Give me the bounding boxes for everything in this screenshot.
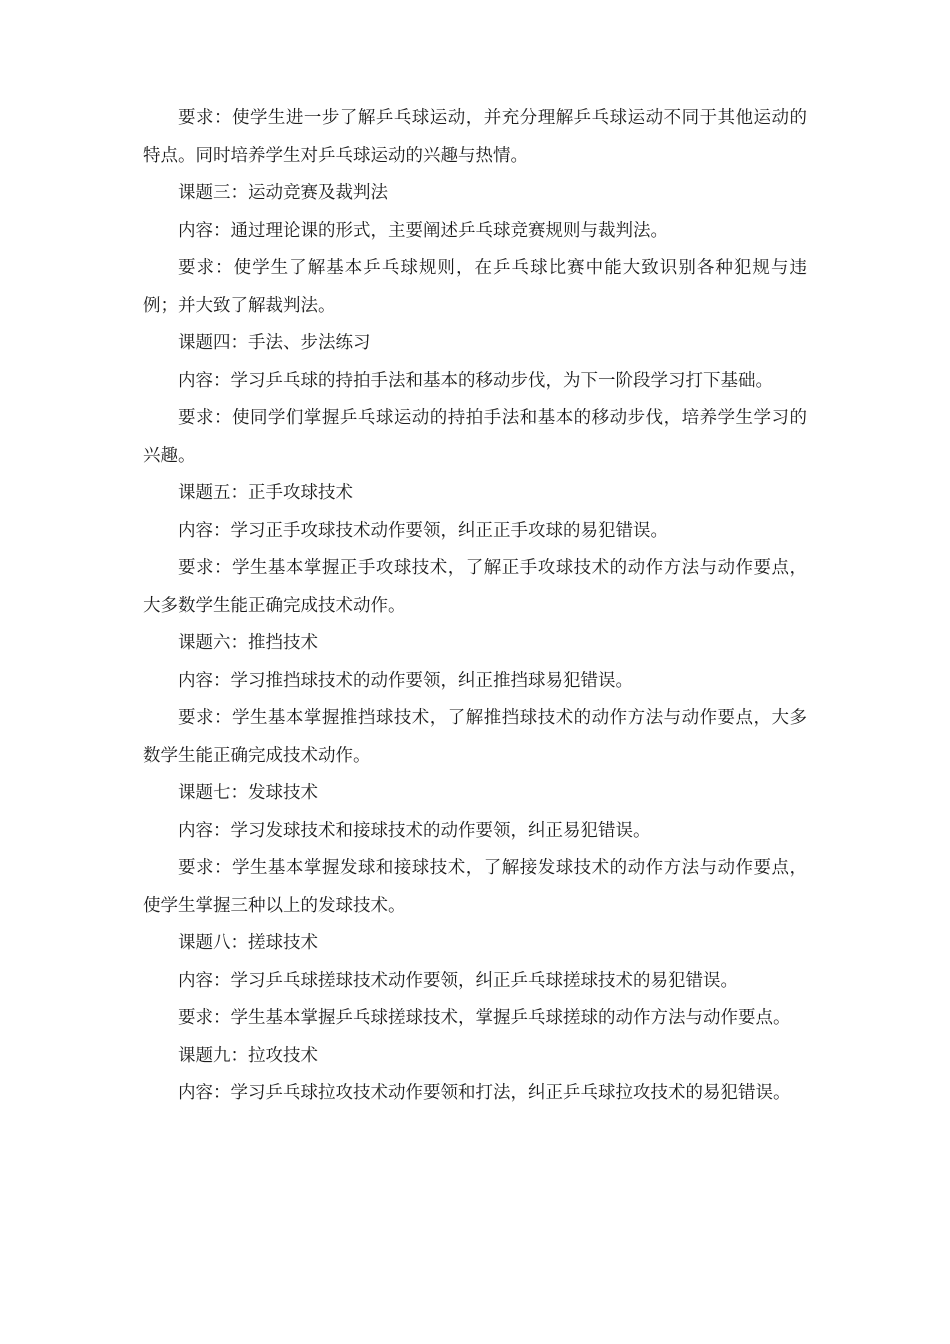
paragraph-content-3: 内容：通过理论课的形式，主要阐述乒乓球竞赛规则与裁判法。 (178, 220, 668, 241)
topic-heading-5: 课题五：正手攻球技术 (178, 483, 353, 503)
paragraph-requirement-4: 要求：使同学们掌握乒乓球运动的持拍手法和基本的移动步伐，培养学生学习的兴趣。 (143, 408, 807, 466)
topic-heading-8: 课题八：搓球技术 (178, 933, 318, 953)
paragraph-requirement-6: 要求：学生基本掌握推挡球技术，了解推挡球技术的动作方法与动作要点，大多数学生能正确完成技术动作。 (143, 708, 807, 766)
document-body (143, 100, 807, 1113)
paragraph-content-8: 内容：学习乒乓球搓球技术动作要领，纠正乒乓球搓球技术的易犯错误。 (178, 970, 738, 991)
paragraph-requirement-5: 要求：学生基本掌握正手攻球技术，了解正手攻球技术的动作方法与动作要点，大多数学生能正确完成技术动作。 (143, 558, 807, 616)
topic-heading-6: 课题六：推挡技术 (178, 633, 318, 653)
paragraph-content-9: 内容：学习乒乓球拉攻技术动作要领和打法，纠正乒乓球拉攻技术的易犯错误。 (178, 1083, 791, 1103)
paragraph-requirement-7: 要求：学生基本掌握发球和接球技术，了解接发球技术的动作方法与动作要点，使学生掌握三种以上的发球技术。 (143, 858, 807, 916)
paragraph-requirement-3: 要求：使学生了解基本乒乓球规则，在乒乓球比赛中能大致识别各种犯规与违例；并大致了解裁判法。 (143, 258, 807, 316)
paragraph-content-7: 内容：学习发球技术和接球技术的动作要领，纠正易犯错误。 (178, 820, 651, 841)
paragraph-requirement-1: 要求：使学生进一步了解乒乓球运动，并充分理解乒乓球运动不同于其他运动的特点。同时培养学生对乒乓球运动的兴趣与热情。 (143, 108, 807, 166)
topic-heading-9: 课题九：拉攻技术 (178, 1045, 318, 1066)
topic-heading-4: 课题四：手法、步法练习 (178, 333, 371, 353)
topic-heading-3: 课题三：运动竞赛及裁判法 (178, 183, 388, 203)
paragraph-content-6: 内容：学习推挡球技术的动作要领，纠正推挡球易犯错误。 (178, 670, 633, 691)
paragraph-content-5: 内容：学习正手攻球技术动作要领，纠正正手攻球的易犯错误。 (178, 520, 668, 541)
paragraph-requirement-8: 要求：学生基本掌握乒乓球搓球技术，掌握乒乓球搓球的动作方法与动作要点。 (178, 1008, 791, 1028)
topic-heading-7: 课题七：发球技术 (178, 783, 318, 803)
paragraph-content-4: 内容：学习乒乓球的持拍手法和基本的移动步伐，为下一阶段学习打下基础。 (178, 370, 773, 391)
